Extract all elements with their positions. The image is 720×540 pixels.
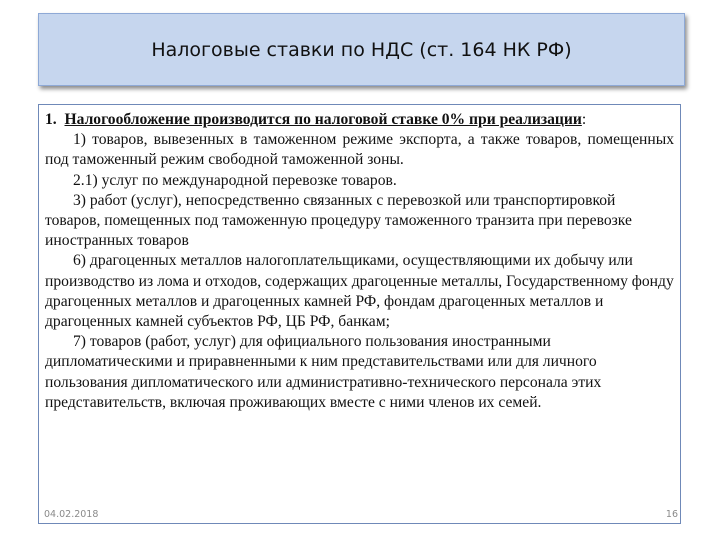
item-7: 7) товаров (работ, услуг) для официального пользования иностранными дипломатическими и приравненными к ним представительствами или для личного пользования дипломатического или административно-технического персонала этих представительств, включая проживающих вместе с ними членов их семей. (45, 333, 602, 411)
lead-colon: : (581, 111, 587, 128)
item-6: 6) драгоценных металлов налогоплательщиками, осуществляющими их добычу или производство из лома и отходов, содержащих драгоценные металлы, Государственному фонду драгоценных металлов и драгоценных камней РФ, фондам драгоценных металлов и драгоценных камней субъектов РФ, ЦБ РФ, банкам; (45, 252, 674, 331)
lead-paragraph (45, 110, 674, 130)
lead-text: Налогообложение производится по налоговой ставке 0% при реализации (64, 111, 582, 128)
item-2-1: 2.1) услуг по международной перевозке товаров. (73, 171, 397, 189)
page-number: 16 (665, 509, 678, 520)
slide-title: Налоговые ставки по НДС (ст. 164 НК РФ) (151, 38, 572, 61)
item-3: 3) работ (услуг), непосредственно связанных с перевозкой или транспортировкой товаров, помещенных под таможенную процедуру таможенного транзита при перевозке иностранных товаров (45, 191, 632, 250)
title-banner (38, 13, 685, 86)
lead-number: 1. (45, 111, 57, 128)
content-frame (38, 104, 681, 524)
item-1: 1) товаров, вывезенных в таможенном режиме экспорта, а также товаров, помещенных под таможенный режим свободной таможенной зоны. (45, 131, 674, 169)
footer-date: 04.02.2018 (44, 509, 99, 520)
